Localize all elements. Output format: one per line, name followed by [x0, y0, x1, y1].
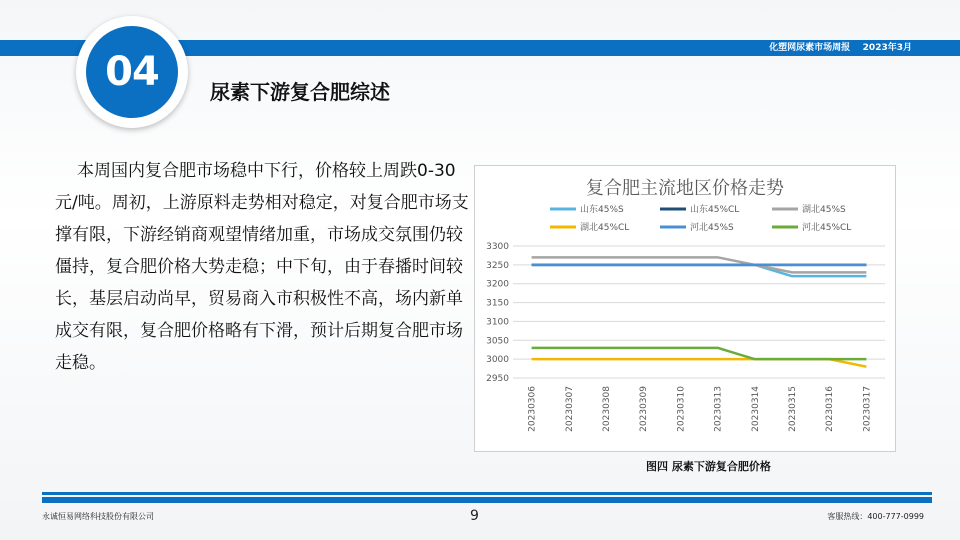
legend-label: 山东45%S [580, 205, 624, 215]
x-tick-label: 20230317 [862, 386, 873, 432]
footer-line [42, 492, 932, 495]
chart-title: 复合肥主流地区价格走势 [586, 178, 784, 199]
y-tick-label: 3050 [486, 336, 509, 347]
legend-label: 湖北45%S [802, 205, 846, 215]
x-tick-label: 20230307 [564, 386, 575, 432]
x-tick-label: 20230306 [527, 386, 538, 432]
x-tick-label: 20230313 [713, 386, 724, 432]
legend-label: 湖北45%CL [580, 223, 630, 233]
price-chart-svg [475, 166, 895, 451]
x-tick-label: 20230308 [602, 386, 612, 432]
y-tick-label: 3150 [486, 298, 509, 309]
legend-label: 河北45%CL [802, 223, 852, 233]
body-paragraph: 本周国内复合肥市场稳中下行，价格较上周跌0-30元/吨。周初，上游原料走势相对稳定，对复合肥市场支撑有限，下游经销商观望情绪加重，市场成交氛围仍较僵持，复合肥价格大势走稳；中下旬，由于春播时间较长，基层启动尚早，贸易商入市积极性不高，场内新单成交有限，复合肥价格略有下滑，预计后期复合肥市场走稳。 [55, 161, 469, 373]
chart-caption: 图四 尿素下游复合肥价格 [646, 460, 771, 473]
service-hotline: 客服热线：400-777-0999 [827, 512, 924, 521]
series-line [532, 265, 867, 276]
y-tick-label: 3200 [486, 279, 509, 290]
section-title: 尿素下游复合肥综述 [210, 80, 390, 104]
section-number-badge: 04 [86, 26, 178, 118]
report-label: 化塑网尿素市场周报 2023年3月 [769, 43, 912, 53]
y-tick-label: 3100 [486, 317, 509, 328]
x-tick-label: 20230314 [750, 386, 761, 432]
price-chart [474, 165, 896, 452]
company-name: 永诚恒易网络科技股份有限公司 [42, 512, 154, 521]
y-tick-label: 3300 [486, 242, 509, 252]
page-number: 9 [470, 508, 479, 524]
series-line [532, 348, 867, 359]
legend-label: 河北45%S [690, 223, 734, 233]
legend-label: 山东45%CL [690, 205, 740, 215]
y-tick-label: 3250 [486, 260, 509, 271]
y-tick-label: 3000 [486, 355, 509, 366]
x-tick-label: 20230316 [825, 386, 836, 432]
x-tick-label: 20230309 [639, 386, 650, 432]
x-tick-label: 20230315 [788, 386, 798, 432]
footer-bar [42, 497, 932, 503]
x-tick-label: 20230310 [676, 386, 687, 432]
y-tick-label: 2950 [486, 374, 509, 384]
